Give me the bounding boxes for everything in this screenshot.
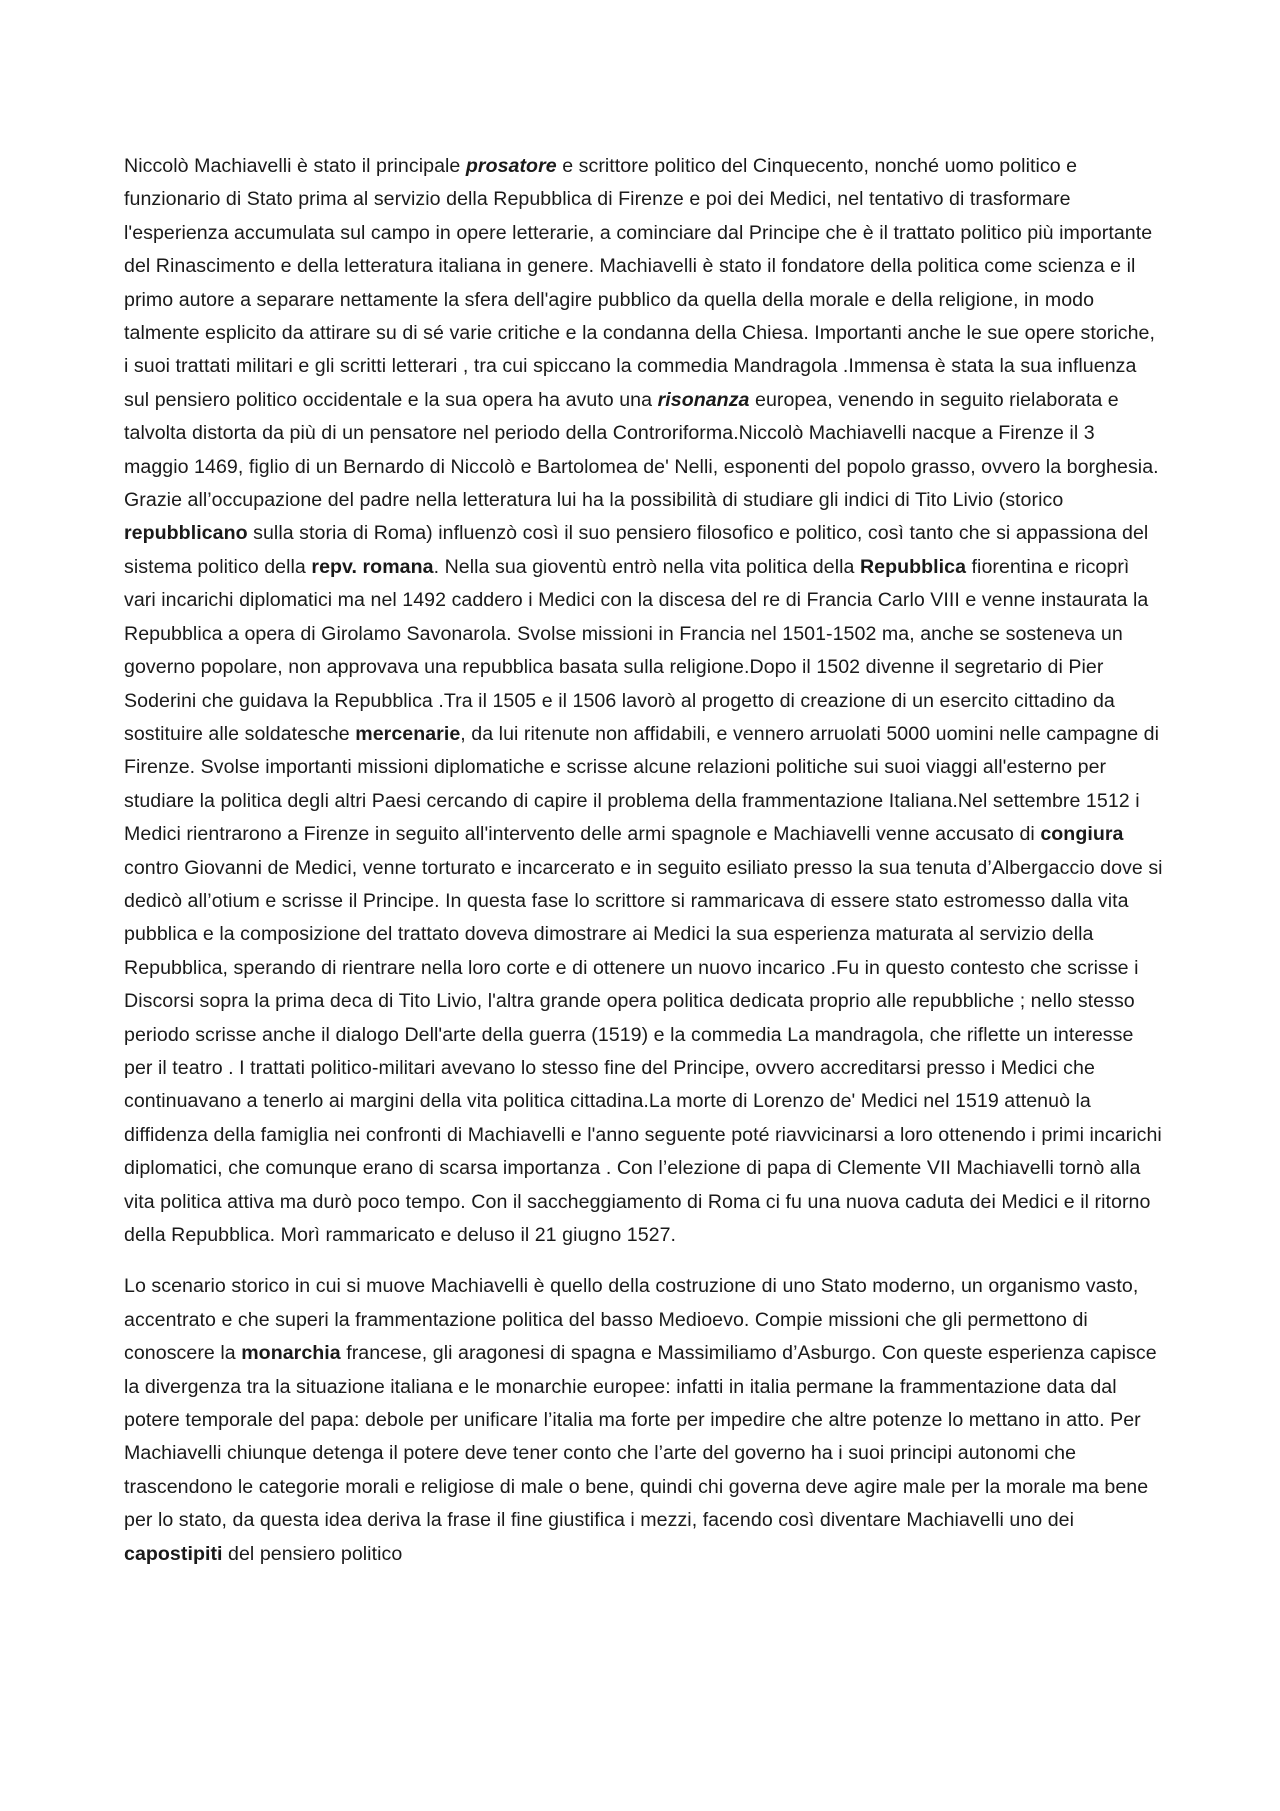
paragraph-2 — [124, 1270, 1164, 1571]
paragraph-1 — [124, 150, 1164, 1252]
emphasis-monarchia: monarchia — [241, 1342, 341, 1365]
emphasis-risonanza: risonanza — [657, 388, 750, 411]
text-run: del pensiero politico — [222, 1542, 403, 1565]
emphasis-prosatore: prosatore — [465, 155, 557, 177]
text-run: . Nella sua gioventù entrò nella vita politica della — [433, 555, 860, 578]
text-run: sulla storia di Roma) influenzò così il suo pensiero filosofico e politico, così tanto che si appassiona del sistema politico della — [124, 522, 1149, 578]
emphasis-capostipiti: capostipiti — [124, 1542, 223, 1565]
text-run: , da lui ritenute non affidabili, e vennero arruolati 5000 uomini nelle campagne di Firenze. Svolse importanti missioni diplomatiche e scrisse alcune relazioni politiche sui suoi viaggi all'esterno per studiare la politica degli altri Paesi cercando di capire il problema della frammentazione Italiana.Nel settembre 1512 i Medici rientrarono a Firenze in seguito all'intervento delle armi spagnole e Machiavelli venne accusato di — [124, 722, 1160, 846]
text-run: contro Giovanni de Medici, venne torturato e incarcerato e in seguito esiliato presso la sua tenuta d’Albergaccio dove si dedicò all’otium e scrisse il Principe. In questa fase lo scrittore si rammaricava di essere stato estromesso dalla vita pubblica e la composizione del trattato doveva dimostrare ai Medici la sua esperienza maturata al servizio della Repubblica, sperando di rientrare nella loro corte e di ottenere un nuovo incarico .Fu in questo contesto che scrisse i Discorsi sopra la prima deca di Tito Livio, l'altra grande opera politica dedicata proprio alle repubbliche ; nello stesso periodo scrisse anche il dialogo Dell'arte della guerra (1519) e la commedia La mandragola, che riflette un interesse per il teatro . I trattati politico-militari avevano lo stesso fine del Principe, ovvero accreditarsi presso i Medici che continuavano a tenerlo ai margini della vita politica cittadina.La morte di Lorenzo de' Medici nel 1519 attenuò la diffidenza della famiglia nei confronti di Machiavelli e l'anno seguente poté riavvicinarsi a loro ottenendo i primi incarichi diplomatici, che comunque erano di scarsa importanza . Con l’elezione di papa di Clemente VII Machiavelli tornò alla vita politica attiva ma durò poco tempo. Con il saccheggiamento di Roma ci fu una nuova caduta dei Medici e il ritorno della Repubblica. Morì rammaricato e deluso il 21 giugno 1527. — [124, 856, 1163, 1246]
text-run: Lo scenario storico in cui si muove Machiavelli è quello della costruzione di uno Stato moderno, un organismo vasto, accentrato e che superi la frammentazione politica del basso Medioevo. Compie missioni che gli permettono di conoscere la — [124, 1275, 1139, 1365]
text-run: Niccolò Machiavelli è stato il principale — [124, 155, 466, 177]
text-run: e scrittore politico del Cinquecento, nonché uomo politico e funzionario di Stato prima al servizio della Repubblica di Firenze e poi dei Medici, nel tentativo di trasformare l'esperienza accumulata sul campo in opere letterarie, a cominciare dal Principe che è il trattato politico più importante del Rinascimento e della letteratura italiana in genere. Machiavelli è stato il fondatore della politica come scienza e il primo autore a separare nettamente la sfera dell'agire pubblico da quella della morale e della religione, in modo talmente esplicito da attirare su di sé varie critiche e la condanna della Chiesa. Importanti anche le sue opere storiche, i suoi trattati militari e gli scritti letterari , tra cui spiccano la commedia Mandragola .Immensa è stata la sua influenza sul pensiero politico occidentale e la sua opera ha avuto una — [124, 155, 1155, 411]
text-run: francese, gli aragonesi di spagna e Massimiliamo d’Asburgo. Con queste esperienza capisce la divergenza tra la situazione italiana e le monarchie europee: infatti in italia permane la frammentazione data dal potere temporale del papa: debole per unificare l’italia ma forte per impedire che altre potenze lo mettano in atto. Per Machiavelli chiunque detenga il potere deve tener conto che l’arte del governo ha i suoi principi autonomi che trascendono le categorie morali e religiose di male o bene, quindi chi governa deve agire male per la morale ma bene per lo stato, da questa idea deriva la frase il fine giustifica i mezzi, facendo così diventare Machiavelli uno dei — [124, 1342, 1157, 1532]
emphasis-repubblica: Repubblica — [859, 555, 967, 578]
text-run: europea, venendo in seguito rielaborata e talvolta distorta da più di un pensatore nel periodo della Controriforma.Niccolò Machiavelli nacque a Firenze il 3 maggio 1469, figlio di un Bernardo di Niccolò e Bartolomea de' Nelli, esponenti del popolo grasso, ovvero la borghesia. Grazie all’occupazione del padre nella letteratura lui ha la possibilità di studiare gli indici di Tito Livio (storico — [124, 388, 1159, 512]
text-run: fiorentina e ricoprì vari incarichi diplomatici ma nel 1492 caddero i Medici con la discesa del re di Francia Carlo VIII e venne instaurata la Repubblica a opera di Girolamo Savonarola. Svolse missioni in Francia nel 1501-1502 ma, anche se sosteneva un governo popolare, non approvava una repubblica basata sulla religione.Dopo il 1502 divenne il segretario di Pier Soderini che guidava la Repubblica .Tra il 1505 e il 1506 lavorò al progetto di creazione di un esercito cittadino da sostituire alle soldatesche — [124, 555, 1149, 745]
emphasis-repubblicano: repubblicano — [124, 522, 248, 545]
emphasis-repv-romana: repv. romana — [311, 555, 434, 578]
emphasis-congiura: congiura — [1040, 823, 1124, 846]
document-page — [124, 150, 1164, 1571]
emphasis-mercenarie: mercenarie — [355, 722, 461, 745]
